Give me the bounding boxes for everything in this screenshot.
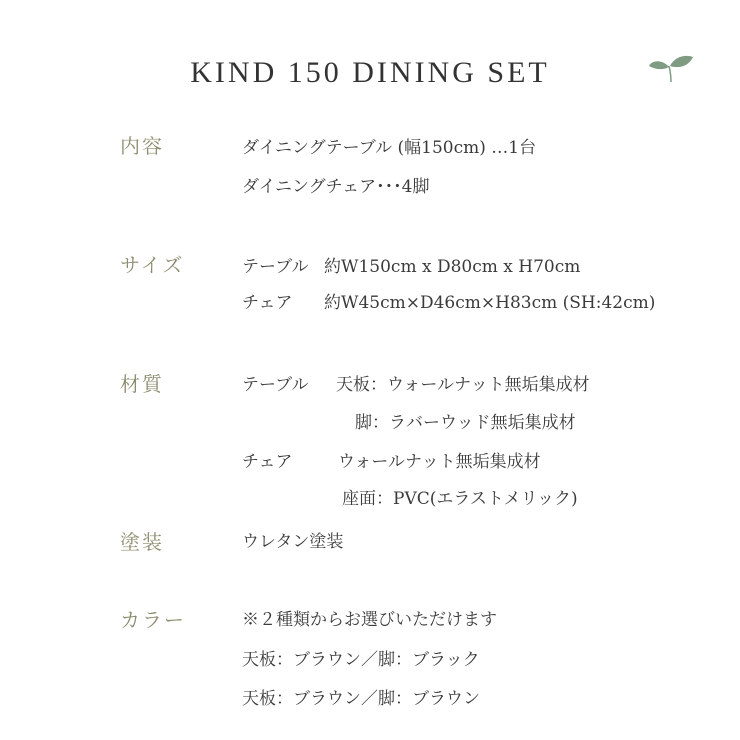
size-table-name: テーブル [242, 257, 309, 277]
sprout-icon [648, 54, 694, 84]
material-table-name: テーブル [242, 375, 309, 395]
coating-value: ウレタン塗装 [242, 532, 344, 552]
color-option-1: 天板：ブラウン／脚：ブラック [242, 650, 480, 670]
size-chair-dims: 約W45cm×D46cm×H83cm (SH:42cm) [324, 293, 656, 313]
size-chair-name: チェア [242, 293, 293, 313]
size-table-dims: 約W150cm x D80cm x H70cm [324, 257, 581, 277]
color-note: ※２種類からお選びいただけます [242, 610, 497, 630]
color-option-2: 天板：ブラウン／脚：ブラウン [242, 689, 480, 709]
material-table-leg: 脚：ラバーウッド無垢集成材 [355, 413, 576, 433]
section-label-contents: 内容 [120, 134, 164, 158]
section-label-coating: 塗装 [120, 530, 164, 554]
contents-line-table: ダイニングテーブル (幅150cm) …1台 [242, 138, 537, 158]
material-table-top: 天板：ウォールナット無垢集成材 [336, 375, 590, 395]
contents-line-chair: ダイニングチェア･･･4脚 [242, 177, 430, 197]
section-label-size: サイズ [120, 253, 185, 277]
section-label-material: 材質 [120, 372, 164, 396]
material-chair-seat: 座面：PVC(エラストメリック) [342, 489, 578, 509]
section-label-color: カラー [120, 608, 186, 632]
material-chair-body: ウォールナット無垢集成材 [338, 452, 541, 472]
page-title: KIND 150 DINING SET [190, 56, 550, 89]
material-chair-name: チェア [242, 452, 293, 472]
